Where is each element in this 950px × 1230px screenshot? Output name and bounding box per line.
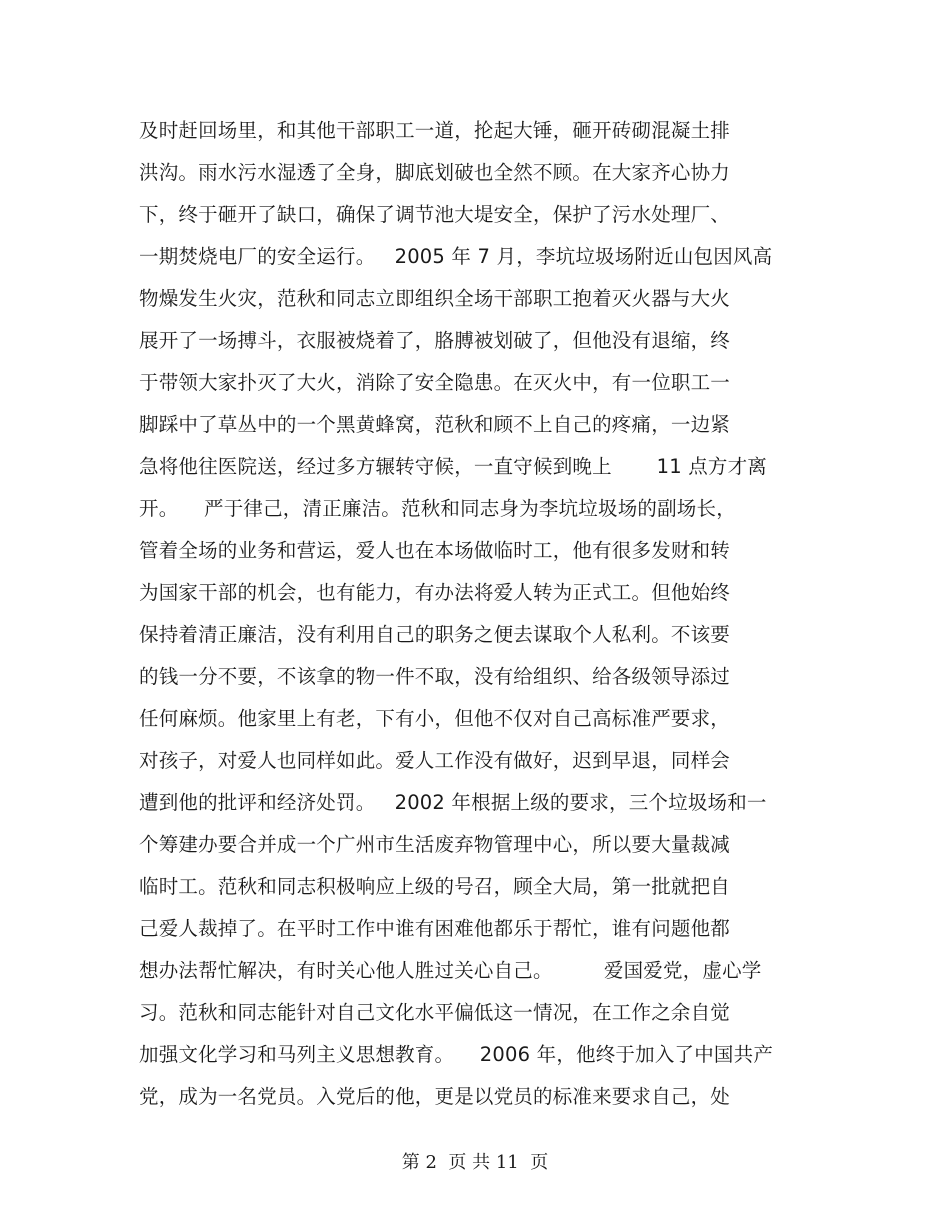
text-line: 对孩子，对爱人也同样如此。爱人工作没有做好，迟到早退，同样会 — [139, 749, 731, 772]
body-text — [139, 110, 819, 1118]
text-line: 想办法帮忙解决，有时关心他人胜过关心自己。 爱国爱党，虚心学 — [139, 959, 762, 982]
text-line: 己爱人裁掉了。在平时工作中谁有困难他都乐于帮忙，谁有问题他都 — [139, 917, 731, 940]
text-line: 下，终于砸开了缺口，确保了调节池大堤安全，保护了污水处理厂、 — [139, 203, 731, 226]
text-line: 任何麻烦。他家里上有老，下有小，但他不仅对自己高标准严要求， — [139, 707, 731, 730]
text-line: 习。范秋和同志能针对自己文化水平偏低这一情况，在工作之余自觉 — [139, 1001, 731, 1024]
text-line: 党，成为一名党员。入党后的他，更是以党员的标准来要求自己，处 — [139, 1085, 731, 1108]
text-line: 于带领大家扑灭了大火，消除了安全隐患。在灭火中，有一位职工一 — [139, 371, 731, 394]
text-line: 洪沟。雨水污水湿透了全身，脚底划破也全然不顾。在大家齐心协力 — [139, 161, 731, 184]
text-line: 一期焚烧电厂的安全运行。 2005 年 7 月，李坑垃圾场附近山包因风高 — [139, 245, 773, 268]
text-line: 开。 严于律己，清正廉洁。范秋和同志身为李坑垃圾场的副场长， — [139, 497, 736, 520]
text-line: 个筹建办要合并成一个广州市生活废弃物管理中心，所以要大量裁减 — [139, 833, 731, 856]
text-line: 管着全场的业务和营运，爱人也在本场做临时工，他有很多发财和转 — [139, 539, 731, 562]
page-footer: 第 2 页 共 11 页 — [401, 1152, 549, 1173]
text-line: 的钱一分不要，不该拿的物一件不取，没有给组织、给各级领导添过 — [139, 665, 731, 688]
text-line: 及时赶回场里，和其他干部职工一道，抡起大锤，砸开砖砌混凝土排 — [139, 119, 731, 142]
text-line: 加强文化学习和马列主义思想教育。 2006 年，他终于加入了中国共产 — [139, 1043, 774, 1066]
text-line: 物燥发生火灾，范秋和同志立即组织全场干部职工抱着灭火器与大火 — [139, 287, 731, 310]
text-line: 脚踩中了草丛中的一个黑黄蜂窝，范秋和顾不上自己的疼痛，一边紧 — [139, 413, 731, 436]
text-line: 遭到他的批评和经济处罚。 2002 年根据上级的要求，三个垃圾场和一 — [139, 791, 767, 814]
text-line: 为国家干部的机会，也有能力，有办法将爱人转为正式工。但他始终 — [139, 581, 731, 604]
text-line: 急将他往医院送，经过多方辗转守候，一直守候到晚上 11 点方才离 — [139, 455, 768, 478]
text-line: 保持着清正廉洁，没有利用自己的职务之便去谋取个人私利。不该要 — [139, 623, 731, 646]
text-line: 展开了一场搏斗，衣服被烧着了，胳膊被划破了，但他没有退缩，终 — [139, 329, 731, 352]
text-line: 临时工。范秋和同志积极响应上级的号召，顾全大局，第一批就把自 — [139, 875, 731, 898]
